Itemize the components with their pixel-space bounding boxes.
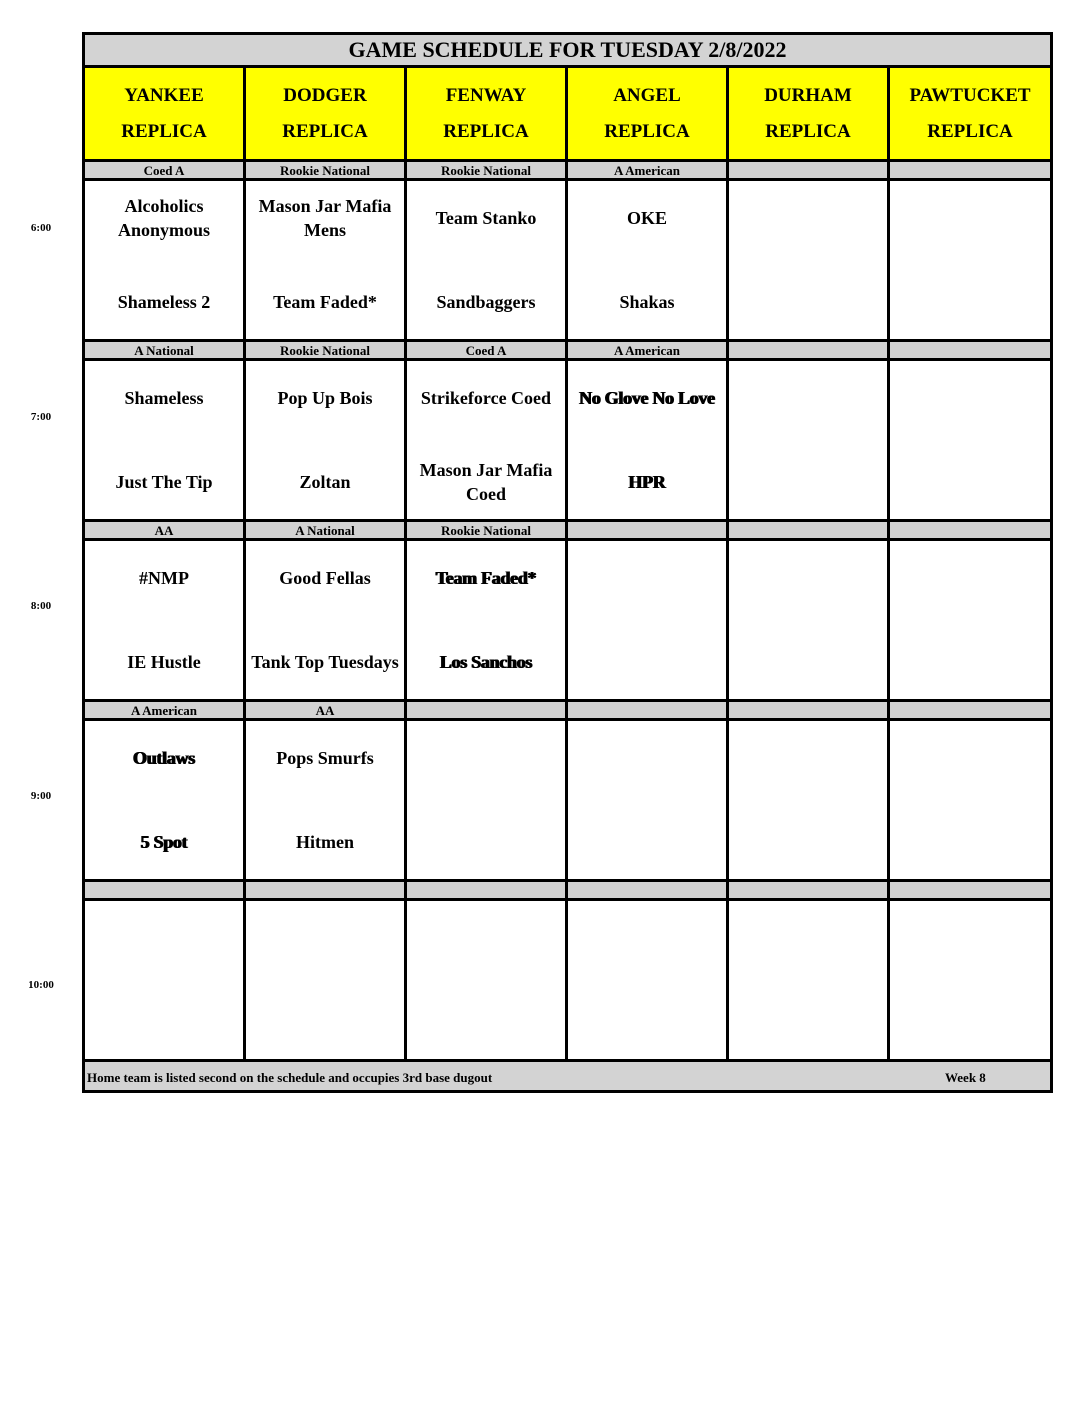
home-team: IE Hustle xyxy=(127,652,201,672)
game-cell xyxy=(84,540,245,701)
away-team xyxy=(731,191,885,245)
home-team: Mason Jar Mafia Coed xyxy=(419,460,553,504)
field-header-pawtucket: PAWTUCKET REPLICA xyxy=(889,67,1052,161)
game-cell xyxy=(728,360,889,521)
field-header-yankee: YANKEE REPLICA xyxy=(84,67,245,161)
game-row xyxy=(84,900,1052,1061)
away-team: Team Stanko xyxy=(435,208,537,228)
division-label: AA xyxy=(84,521,245,540)
division-row xyxy=(84,521,1052,540)
home-team: 5 Spot xyxy=(140,832,188,852)
game-cell xyxy=(245,360,406,521)
away-team xyxy=(892,731,1048,785)
division-label xyxy=(406,881,567,900)
division-label xyxy=(567,701,728,720)
division-label xyxy=(245,881,406,900)
division-label xyxy=(889,521,1052,540)
division-label: Coed A xyxy=(84,161,245,180)
home-team xyxy=(731,635,885,689)
game-row xyxy=(84,360,1052,521)
home-team-note: Home team is listed second on the schedule and occupies 3rd base dugout xyxy=(87,1070,493,1085)
game-cell xyxy=(245,540,406,701)
game-cell xyxy=(245,180,406,341)
home-team xyxy=(892,455,1048,509)
division-label: A American xyxy=(567,341,728,360)
game-cell xyxy=(567,180,728,341)
home-team xyxy=(87,995,241,1049)
game-cell xyxy=(84,360,245,521)
division-row xyxy=(84,341,1052,360)
game-cell xyxy=(567,360,728,521)
game-cell xyxy=(728,180,889,341)
away-team: Alcoholics Anonymous xyxy=(117,196,211,240)
home-team xyxy=(892,635,1048,689)
away-team: Mason Jar Mafia Mens xyxy=(258,196,392,240)
away-team: No Glove No Love xyxy=(579,388,715,408)
footer-bar xyxy=(84,1061,1052,1092)
home-team xyxy=(731,995,885,1049)
home-team: Zoltan xyxy=(299,472,351,492)
game-cell xyxy=(84,900,245,1061)
game-cell xyxy=(889,720,1052,881)
game-row xyxy=(84,720,1052,881)
schedule-title: GAME SCHEDULE FOR TUESDAY 2/8/2022 xyxy=(84,34,1052,67)
away-team xyxy=(731,551,885,605)
home-team xyxy=(570,995,724,1049)
home-team: Los Sanchos xyxy=(439,652,533,672)
time-column xyxy=(0,0,82,1160)
division-label: AA xyxy=(245,701,406,720)
home-team xyxy=(892,995,1048,1049)
away-team xyxy=(892,371,1048,425)
game-cell xyxy=(889,360,1052,521)
home-team xyxy=(731,815,885,869)
division-label xyxy=(728,341,889,360)
division-label xyxy=(889,881,1052,900)
away-team xyxy=(570,731,724,785)
game-row xyxy=(84,540,1052,701)
division-label xyxy=(84,881,245,900)
home-team xyxy=(570,635,724,689)
home-team: Shameless 2 xyxy=(117,292,211,312)
division-label: A American xyxy=(567,161,728,180)
game-cell xyxy=(406,540,567,701)
home-team: Tank Top Tuesdays xyxy=(251,652,399,672)
home-team xyxy=(409,815,563,869)
game-cell xyxy=(406,900,567,1061)
game-cell xyxy=(406,360,567,521)
division-row xyxy=(84,881,1052,900)
game-cell xyxy=(889,180,1052,341)
time-label-9: 9:00 xyxy=(30,790,52,802)
home-team xyxy=(731,275,885,329)
home-team: Team Faded* xyxy=(273,292,377,312)
away-team: Outlaws xyxy=(133,748,195,768)
away-team: Pops Smurfs xyxy=(276,748,374,768)
away-team: Strikeforce Coed xyxy=(420,388,552,408)
division-label: Rookie National xyxy=(406,161,567,180)
game-cell xyxy=(567,900,728,1061)
away-team: Pop Up Bois xyxy=(277,388,373,408)
away-team: Shameless xyxy=(124,388,204,408)
away-team xyxy=(892,911,1048,965)
division-label: Rookie National xyxy=(406,521,567,540)
game-cell xyxy=(567,540,728,701)
time-label-8: 8:00 xyxy=(30,600,52,612)
home-team xyxy=(892,275,1048,329)
schedule-table xyxy=(82,32,1053,1093)
division-label xyxy=(728,161,889,180)
game-cell xyxy=(728,720,889,881)
division-label: A American xyxy=(84,701,245,720)
home-team: Hitmen xyxy=(296,832,354,852)
week-label: Week 8 xyxy=(945,1070,986,1085)
field-header-dodger: DODGER REPLICA xyxy=(245,67,406,161)
away-team xyxy=(87,911,241,965)
game-cell xyxy=(728,900,889,1061)
away-team xyxy=(248,911,402,965)
away-team: #NMP xyxy=(139,568,189,588)
division-label: Coed A xyxy=(406,341,567,360)
game-cell xyxy=(84,720,245,881)
home-team xyxy=(892,815,1048,869)
time-label-7: 7:00 xyxy=(30,411,52,423)
division-row xyxy=(84,161,1052,180)
division-label xyxy=(728,521,889,540)
game-cell xyxy=(889,900,1052,1061)
division-label: A National xyxy=(84,341,245,360)
home-team xyxy=(731,455,885,509)
home-team xyxy=(409,995,563,1049)
division-label xyxy=(406,701,567,720)
division-label: A National xyxy=(245,521,406,540)
home-team xyxy=(248,995,402,1049)
game-cell xyxy=(406,180,567,341)
field-header-angel: ANGEL REPLICA xyxy=(567,67,728,161)
away-team xyxy=(570,551,724,605)
game-cell xyxy=(245,720,406,881)
away-team xyxy=(731,371,885,425)
home-team: Shakas xyxy=(619,292,675,312)
division-label xyxy=(567,521,728,540)
field-header-fenway: FENWAY REPLICA xyxy=(406,67,567,161)
game-row xyxy=(84,180,1052,341)
away-team xyxy=(570,911,724,965)
division-label: Rookie National xyxy=(245,341,406,360)
home-team: HPR xyxy=(628,472,666,492)
away-team: Team Faded* xyxy=(435,568,537,588)
home-team: Just The Tip xyxy=(115,472,213,492)
field-header-row xyxy=(84,67,1052,161)
game-cell xyxy=(567,720,728,881)
game-cell xyxy=(406,720,567,881)
away-team xyxy=(409,911,563,965)
away-team xyxy=(731,731,885,785)
division-label xyxy=(889,341,1052,360)
home-team xyxy=(570,815,724,869)
away-team xyxy=(731,911,885,965)
game-cell xyxy=(728,540,889,701)
game-cell xyxy=(889,540,1052,701)
division-row xyxy=(84,701,1052,720)
away-team xyxy=(409,731,563,785)
game-cell xyxy=(84,180,245,341)
away-team: Good Fellas xyxy=(279,568,371,588)
time-label-6: 6:00 xyxy=(30,222,52,234)
division-label xyxy=(567,881,728,900)
time-label-10: 10:00 xyxy=(28,979,54,991)
division-label xyxy=(728,881,889,900)
division-label xyxy=(889,161,1052,180)
away-team xyxy=(892,551,1048,605)
division-label xyxy=(728,701,889,720)
away-team: OKE xyxy=(626,208,667,228)
field-header-durham: DURHAM REPLICA xyxy=(728,67,889,161)
division-label: Rookie National xyxy=(245,161,406,180)
division-label xyxy=(889,701,1052,720)
home-team: Sandbaggers xyxy=(436,292,536,312)
game-cell xyxy=(245,900,406,1061)
away-team xyxy=(892,191,1048,245)
